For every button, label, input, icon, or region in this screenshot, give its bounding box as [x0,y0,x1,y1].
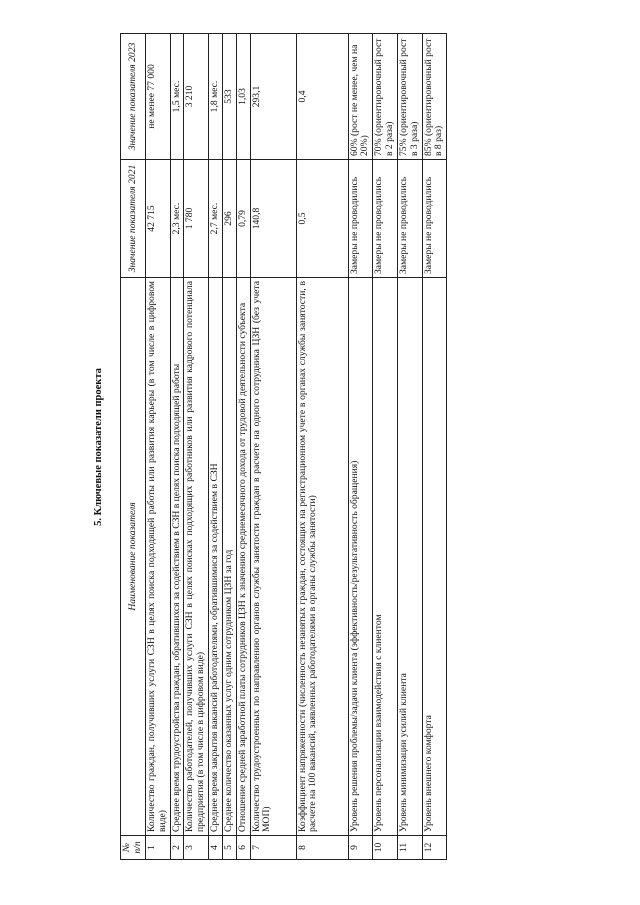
indicator-name: Количество трудоустроенных по направлению органов службы занятости граждан в расчете на одного сотрудника ЦЗН (без учета МОП) [250,278,296,836]
value-2021: 140,8 [250,160,296,278]
value-2023: 75% (ориентировочный рост в 3 раза) [397,34,422,160]
table-row [422,34,447,860]
row-number: 2 [170,836,184,860]
table-row [236,34,250,860]
section-title: 5. Ключевые показатели проекта [93,368,104,526]
row-number: 1 [146,836,171,860]
table-row [373,34,398,860]
table-row [348,34,373,860]
row-number: 9 [348,836,373,860]
value-2023: 533 [222,34,236,160]
value-2021: Замеры не проводились [422,160,447,278]
row-number: 12 [422,836,447,860]
key-indicators-table [120,33,447,860]
value-2023: 293,1 [250,34,296,160]
row-number: 8 [296,836,348,860]
value-2021: Замеры не проводились [397,160,422,278]
table-row [222,34,236,860]
indicator-name: Количество граждан, получивших услуги СЗН в целях поиска подходящей работы или развития карьеры (в том числе в цифровом виде) [146,278,171,836]
value-2023: 60% (рост не менее, чем на 20%) [348,34,373,160]
value-2021: 0,5 [296,160,348,278]
row-number: 6 [236,836,250,860]
indicator-name: Среднее время трудоустройства граждан, обратившихся за содействием в СЗН в целях поиска подходящей работы [170,278,184,836]
row-number: 11 [397,836,422,860]
table-row [209,34,223,860]
row-number: 7 [250,836,296,860]
value-2023: 1,03 [236,34,250,160]
table-row [146,34,171,860]
value-2021: Замеры не проводились [373,160,398,278]
row-number: 4 [209,836,223,860]
value-2021: 2,7 мес. [209,160,223,278]
value-2021: 296 [222,160,236,278]
rotated-page [88,34,494,860]
header-value-2023: Значение показателя 2023 [121,34,146,160]
indicator-name: Уровень внешнего комфорта [422,278,447,836]
indicator-name: Количество работодателей, получивших услуги СЗН в целях поисках подходящих работников или развития кадрового потенциала предприятия (в том числе в цифровом виде) [184,278,209,836]
value-2021: 42 715 [146,160,171,278]
value-2023: не менее 77 000 [146,34,171,160]
value-2021: 0,79 [236,160,250,278]
table-row [250,34,296,860]
header-value-2021: Значение показателя 2021 [121,160,146,278]
indicator-name: Среднее время закрытия вакансий работодателями, обратившимися за содействием в СЗН [209,278,223,836]
row-number: 10 [373,836,398,860]
indicator-name: Коэффициент напряженности (численность незанятых граждан, состоящих на регистрационном учете в органах службы занятости, в расчете на 100 вакансий, заявленных работодателями в органы службы занятости) [296,278,348,836]
row-number: 5 [222,836,236,860]
value-2021: 2,3 мес. [170,160,184,278]
indicator-name: Уровень решения проблемы/задачи клиента (эффективность/результативность обращения) [348,278,373,836]
header-indicator-name: Наименование показателя [121,278,146,836]
header-number: № п/п [121,836,146,860]
table-row [184,34,209,860]
table-header-row [121,34,146,860]
value-2023: 85% (ориентировочный рост в 8 раз) [422,34,447,160]
indicator-name: Среднее количество оказанных услуг одним сотрудником ЦЗН за год [222,278,236,836]
table-row [170,34,184,860]
value-2023: 3 210 [184,34,209,160]
table-row [296,34,348,860]
value-2023: 1,5 мес. [170,34,184,160]
value-2023: 70% (ориентировочный рост в 2 раза) [373,34,398,160]
row-number: 3 [184,836,209,860]
value-2021: Замеры не проводились [348,160,373,278]
value-2021: 1 780 [184,160,209,278]
indicator-name: Уровень персонализации взаимодействия с клиентом [373,278,398,836]
value-2023: 0,4 [296,34,348,160]
indicator-name: Уровень минимизации усилий клиента [397,278,422,836]
indicator-name: Отношение средней заработной платы сотрудников ЦЗН к значению среднемесячного дохода от трудовой деятельности субъекта [236,278,250,836]
value-2023: 1,8 мес. [209,34,223,160]
table-row [397,34,422,860]
